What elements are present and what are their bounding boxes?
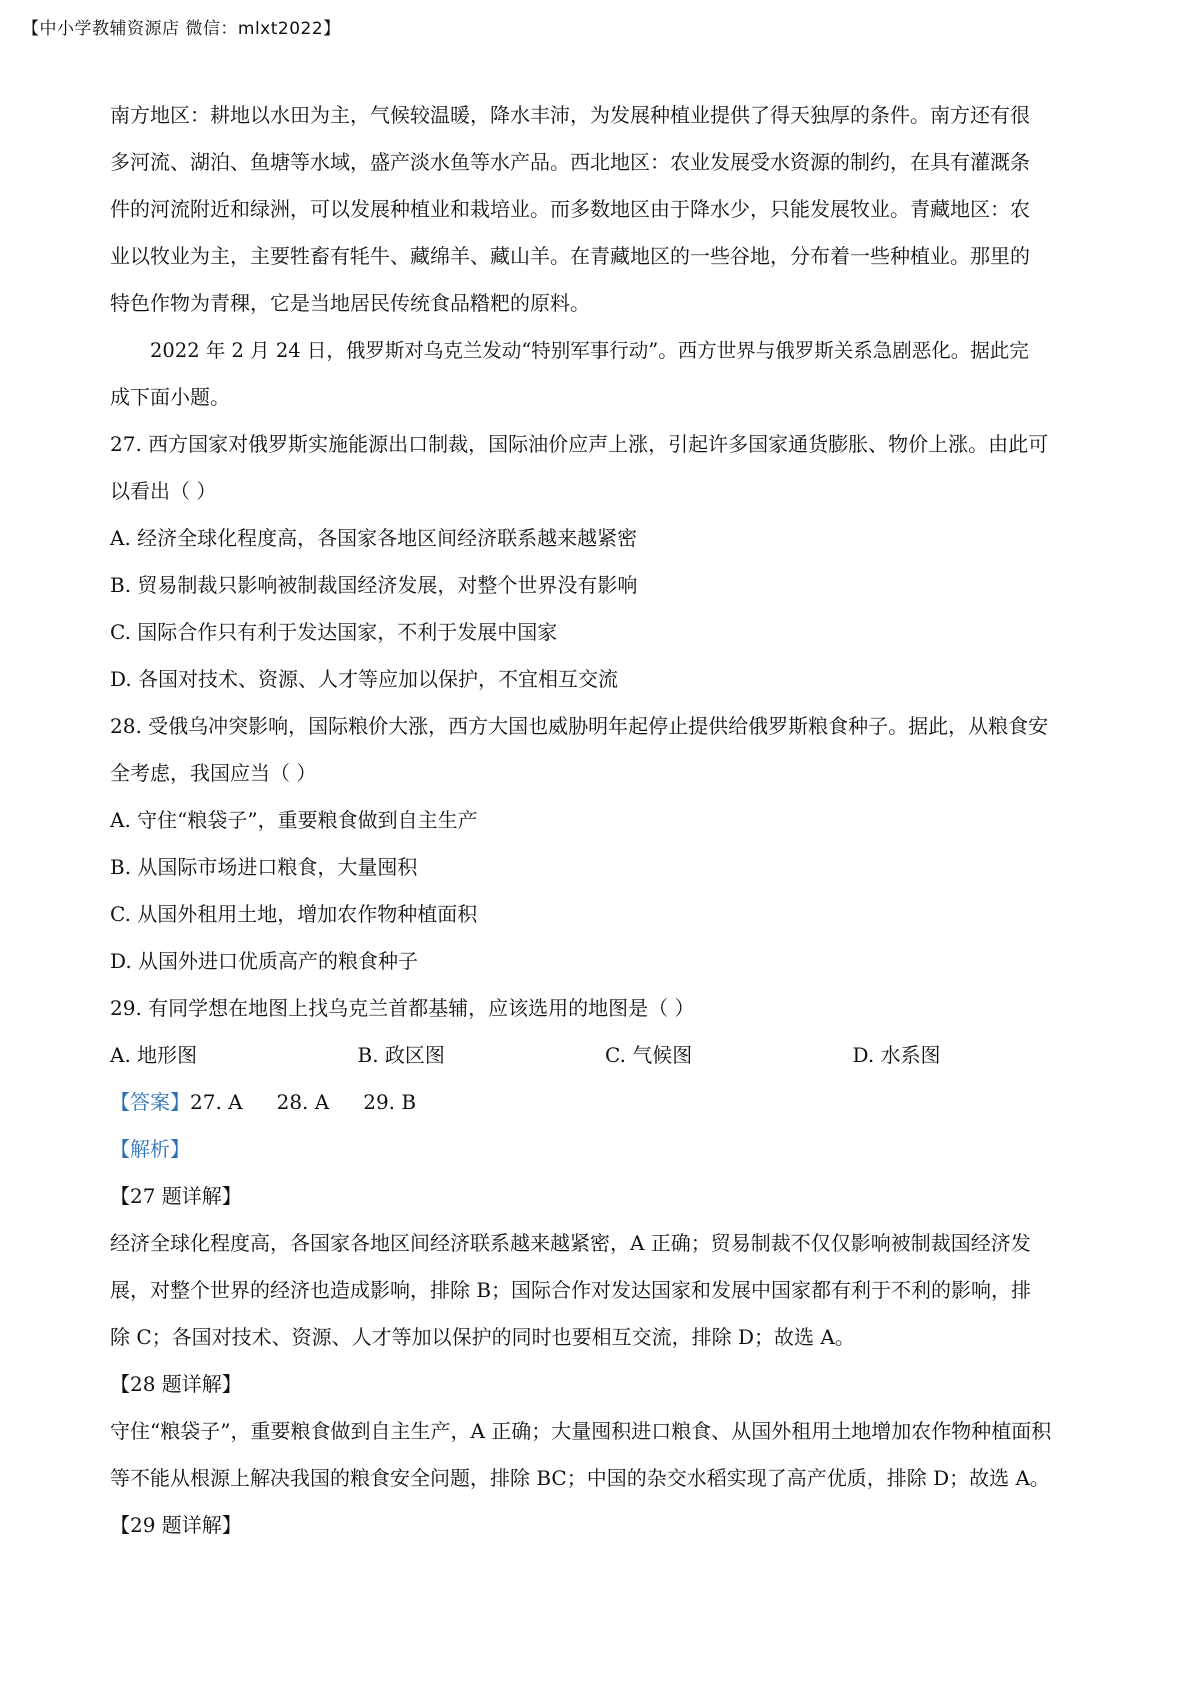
intro-line: 南方地区：耕地以水田为主，气候较温暖，降水丰沛，为发展种植业提供了得天独厚的条件。南方还有很 bbox=[110, 103, 1030, 127]
question-stem: 全考虑，我国应当（ ） bbox=[110, 761, 317, 785]
option-b: B. 贸易制裁只影响被制裁国经济发展，对整个世界没有影响 bbox=[110, 573, 638, 597]
detail-27 bbox=[110, 1173, 1100, 1361]
question-stem: 28. 受俄乌冲突影响，国际粮价大涨，西方大国也威胁明年起停止提供给俄罗斯粮食种子。据此，从粮食安 bbox=[110, 714, 1049, 738]
detail-title: 【27 题详解】 bbox=[110, 1184, 242, 1208]
option-d: D. 各国对技术、资源、人才等应加以保护，不宜相互交流 bbox=[110, 667, 619, 691]
answer-item: 27. A bbox=[190, 1090, 243, 1114]
detail-line: 展，对整个世界的经济也造成影响，排除 B；国际合作对发达国家和发展中国家都有利于不利的影响，排 bbox=[110, 1278, 1032, 1302]
option-d: D. 从国外进口优质高产的粮食种子 bbox=[110, 949, 419, 973]
detail-line: 除 C；各国对技术、资源、人才等加以保护的同时也要相互交流，排除 D；故选 A。 bbox=[110, 1325, 855, 1349]
option-d: D. 水系图 bbox=[852, 1043, 941, 1067]
option-c: C. 国际合作只有利于发达国家，不利于发展中国家 bbox=[110, 620, 558, 644]
answer-label: 【答案】 bbox=[110, 1090, 190, 1114]
question-29 bbox=[110, 985, 1100, 1079]
context-paragraph bbox=[110, 327, 1100, 421]
intro-paragraph bbox=[110, 92, 1100, 327]
document-body bbox=[110, 92, 1100, 1549]
option-a: A. 地形图 bbox=[110, 1043, 198, 1067]
detail-line: 守住“粮袋子”，重要粮食做到自主生产，A 正确；大量囤积进口粮食、从国外租用土地增加农作物种植面积 bbox=[110, 1419, 1052, 1443]
options-row bbox=[110, 1032, 1100, 1079]
option-b: B. 从国际市场进口粮食，大量囤积 bbox=[110, 855, 418, 879]
option-c: C. 从国外租用土地，增加农作物种植面积 bbox=[110, 902, 478, 926]
intro-line: 多河流、湖泊、鱼塘等水域，盛产淡水鱼等水产品。西北地区：农业发展受水资源的制约，在具有灌溉条 bbox=[110, 150, 1030, 174]
detail-line: 等不能从根源上解决我国的粮食安全问题，排除 BC；中国的杂交水稻实现了高产优质，排除 D；故选 A。 bbox=[110, 1466, 1050, 1490]
answer-item: 29. B bbox=[363, 1090, 417, 1114]
option-b: B. 政区图 bbox=[357, 1043, 445, 1067]
intro-line: 特色作物为青稞，它是当地居民传统食品糌粑的原料。 bbox=[110, 291, 590, 315]
context-line: 成下面小题。 bbox=[110, 385, 230, 409]
detail-title: 【29 题详解】 bbox=[110, 1513, 242, 1537]
question-27 bbox=[110, 421, 1100, 703]
detail-title: 【28 题详解】 bbox=[110, 1372, 242, 1396]
question-stem: 以看出（ ） bbox=[110, 479, 217, 503]
question-28 bbox=[110, 703, 1100, 985]
option-a: A. 守住“粮袋子”，重要粮食做到自主生产 bbox=[110, 808, 478, 832]
intro-line: 件的河流附近和绿洲，可以发展种植业和栽培业。而多数地区由于降水少，只能发展牧业。青藏地区：农 bbox=[110, 197, 1030, 221]
answer-item: 28. A bbox=[276, 1090, 330, 1114]
answer-line bbox=[110, 1079, 1100, 1126]
watermark-header: 【中小学教辅资源店 微信：mlxt2022】 bbox=[22, 19, 341, 39]
intro-line: 业以牧业为主，主要牲畜有牦牛、藏绵羊、藏山羊。在青藏地区的一些谷地，分布着一些种植业。那里的 bbox=[110, 244, 1030, 268]
detail-line: 经济全球化程度高，各国家各地区间经济联系越来越紧密，A 正确；贸易制裁不仅仅影响被制裁国经济发 bbox=[110, 1231, 1031, 1255]
detail-29 bbox=[110, 1502, 1100, 1549]
context-line: 2022 年 2 月 24 日，俄罗斯对乌克兰发动“特别军事行动”。西方世界与俄罗斯关系急剧恶化。据此完 bbox=[150, 339, 1029, 362]
question-stem: 27. 西方国家对俄罗斯实施能源出口制裁，国际油价应声上涨，引起许多国家通货膨胀、物价上涨。由此可 bbox=[110, 432, 1049, 456]
analysis-label: 【解析】 bbox=[110, 1137, 190, 1161]
option-a: A. 经济全球化程度高，各国家各地区间经济联系越来越紧密 bbox=[110, 526, 638, 550]
question-stem: 29. 有同学想在地图上找乌克兰首都基辅，应该选用的地图是（ ） bbox=[110, 996, 695, 1020]
detail-28 bbox=[110, 1361, 1100, 1502]
option-c: C. 气候图 bbox=[605, 1043, 693, 1067]
